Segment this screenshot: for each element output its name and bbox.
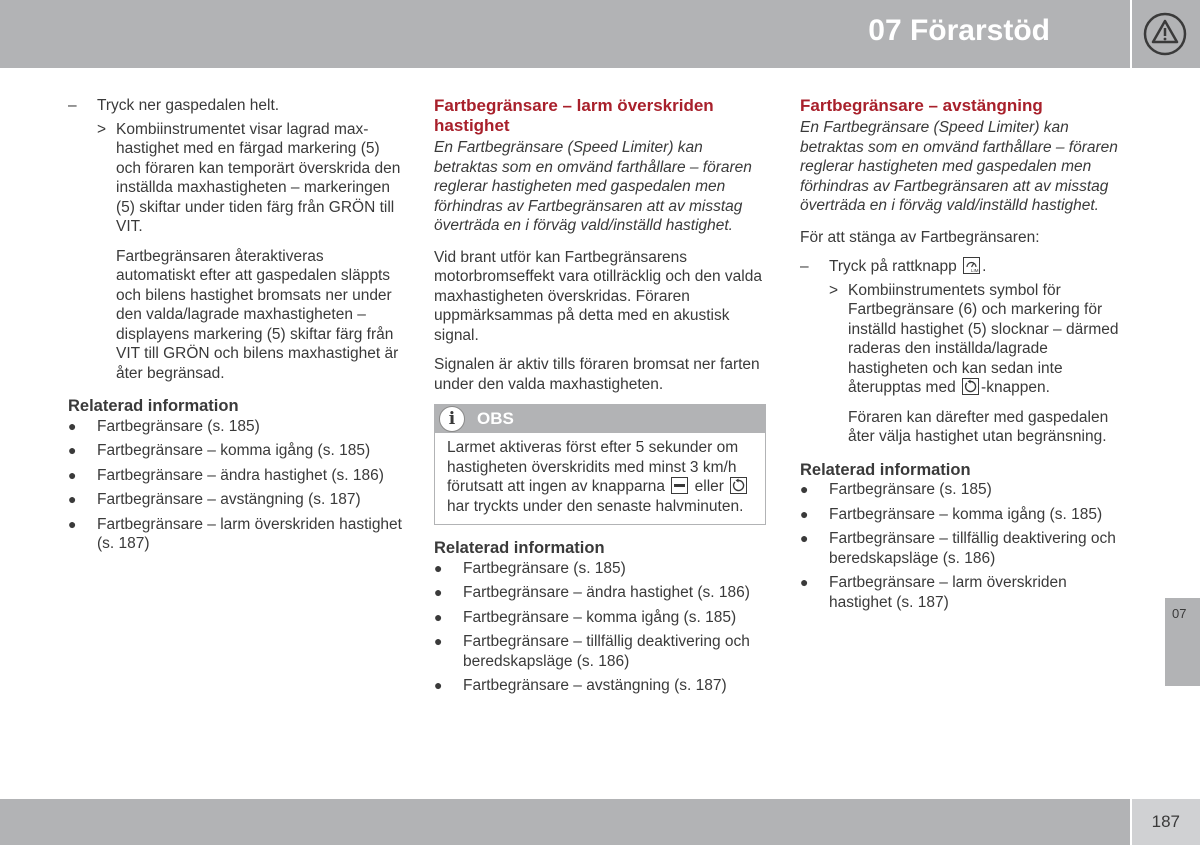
column-2 — [434, 96, 766, 701]
obs-text-c: har tryckts under den senaste halvminuten. — [447, 497, 744, 515]
warning-triangle-icon — [1140, 10, 1190, 58]
obs-text-a: Larmet aktiveras först efter 5 sekunder om hastigheten överskridits med minst 3 km/h förutsatt att ingen av knapparna — [447, 439, 739, 495]
list-item[interactable]: ● Fartbegränsare – tillfällig deaktivering och beredskapsläge (s. 186) — [434, 633, 750, 670]
info-icon: i — [439, 406, 465, 432]
step-text: Tryck ner gaspedalen helt. — [97, 97, 280, 114]
result-text: Kombiinstrumentets symbol för Fartbegränsare (6) och markering för inställd hastighet (5) slocknar – därmed raderas den inställda/lagrade hastigheten och kan sedan inte återupptas med — [848, 281, 1119, 396]
list-item[interactable]: ● Fartbegränsare – komma igång (s. 185) — [68, 442, 371, 459]
related-heading: Relaterad information — [68, 397, 239, 415]
header-bar — [0, 0, 1130, 68]
section-heading: Fartbegränsare – larm överskriden hastighet — [434, 96, 714, 135]
list-item[interactable]: ● Fartbegränsare (s. 185) — [68, 417, 260, 435]
step-1 — [68, 96, 403, 116]
section-heading: Fartbegränsare – avstängning — [800, 96, 1043, 115]
obs-header — [435, 405, 765, 433]
related-heading: Relaterad information — [434, 539, 605, 557]
intro-paragraph: En Fartbegränsare (Speed Limiter) kan betraktas som en omvänd farthållare – föraren reglerar hastigheten med gaspedalen men förhindras av Fartbegränsaren att av misstag överträda en i förväg vald/inställd hastighet. — [800, 119, 1118, 214]
obs-note-box — [434, 404, 766, 525]
page-number: 187 — [1151, 812, 1180, 831]
minus-key-icon — [671, 477, 688, 494]
reactivation-paragraph: Fartbegränsaren återaktiveras automatiskt efter att gaspedalen släppts och bilens hastighet bromsats ner under den valda/lagrade maxhastigheten – displayens markering (5) skiftar färg från VIT till GRÖN och bilens maxhastighet är åter begränsad. — [116, 247, 399, 382]
step-1: – Tryck på rattknapp LIM . — [800, 258, 987, 275]
body-paragraph: För att stänga av Fartbegränsaren: — [800, 228, 1040, 246]
resume-key-icon — [962, 378, 979, 395]
list-item[interactable]: ● Fartbegränsare – larm överskriden hastighet (s. 187) — [800, 574, 1067, 611]
list-item[interactable]: ● Fartbegränsare – avstängning (s. 187) — [434, 677, 727, 694]
dash-marker: – — [800, 258, 809, 275]
result-text: Kombiinstrumentet visar lagrad max-hastighet med en färgad markering (5) och föraren kan temporärt överskrida den inställda maxhastigheten – markeringen (5) skiftar under tiden färg från GRÖN till VIT. — [116, 120, 401, 235]
list-item[interactable]: ● Fartbegränsare – ändra hastighet (s. 186) — [434, 584, 750, 601]
related-list — [68, 417, 403, 554]
column-1 — [68, 96, 403, 559]
body-paragraph: Signalen är aktiv tills föraren bromsat ner farten under den valda maxhastigheten. — [434, 356, 760, 393]
chapter-title: 07 Förarstöd — [868, 14, 1050, 47]
column-3 — [800, 96, 1132, 617]
body-paragraph: Föraren kan därefter med gaspedalen åter välja hastighet utan begränsning. — [848, 408, 1109, 445]
obs-text-b: eller — [694, 478, 724, 495]
warning-icon-box — [1132, 0, 1200, 68]
list-item[interactable]: ● Fartbegränsare – tillfällig deaktivering och beredskapsläge (s. 186) — [800, 530, 1116, 567]
list-item[interactable]: ● Fartbegränsare – komma igång (s. 185) — [800, 505, 1103, 523]
related-list — [434, 559, 766, 696]
step-text: Tryck på rattknapp — [829, 258, 957, 275]
speed-limiter-button-icon — [963, 257, 980, 274]
intro-paragraph: En Fartbegränsare (Speed Limiter) kan betraktas som en omvänd farthållare – föraren reglerar hastigheten med gaspedalen men förhindras av Fartbegränsaren att av misstag överträda en i förväg vald/inställd hastighet. — [434, 139, 752, 234]
chapter-side-tab[interactable] — [1165, 598, 1200, 686]
list-item[interactable]: ● Fartbegränsare – avstängning (s. 187) — [68, 491, 361, 508]
body-paragraph: Vid brant utför kan Fartbegränsarens motorbromseffekt vara otillräcklig och den valda maxhastigheten överskridas. Föraren uppmärksammas på detta med en akustisk signal. — [434, 248, 762, 344]
result-marker: > — [829, 281, 839, 299]
footer-bar — [0, 799, 1130, 845]
resume-key-icon — [730, 477, 747, 494]
side-tab-label: 07 — [1172, 606, 1187, 621]
list-item[interactable]: ● Fartbegränsare – komma igång (s. 185) — [434, 608, 737, 626]
related-list — [800, 480, 1132, 612]
list-item[interactable]: ● Fartbegränsare – ändra hastighet (s. 186) — [68, 466, 384, 484]
list-item[interactable]: ● Fartbegränsare (s. 185) — [434, 559, 626, 577]
result-1: > Kombiinstrumentets symbol för Fartbegränsare (6) och markering för inställd hastighet (5) slocknar – därmed raderas den inställda/lagrade hastigheten och kan sedan inte återupptas med -knappen. — [829, 281, 1119, 396]
result-1 — [97, 120, 403, 237]
result-marker: > — [97, 120, 107, 138]
obs-body — [435, 433, 765, 524]
obs-label: OBS — [477, 409, 514, 428]
svg-text:LIM: LIM — [971, 268, 979, 273]
dash-marker: – — [68, 97, 77, 114]
list-item[interactable]: ● Fartbegränsare – larm överskriden hastighet (s. 187) — [68, 515, 402, 552]
list-item[interactable]: ● Fartbegränsare (s. 185) — [800, 481, 992, 498]
related-heading: Relaterad information — [800, 460, 971, 479]
